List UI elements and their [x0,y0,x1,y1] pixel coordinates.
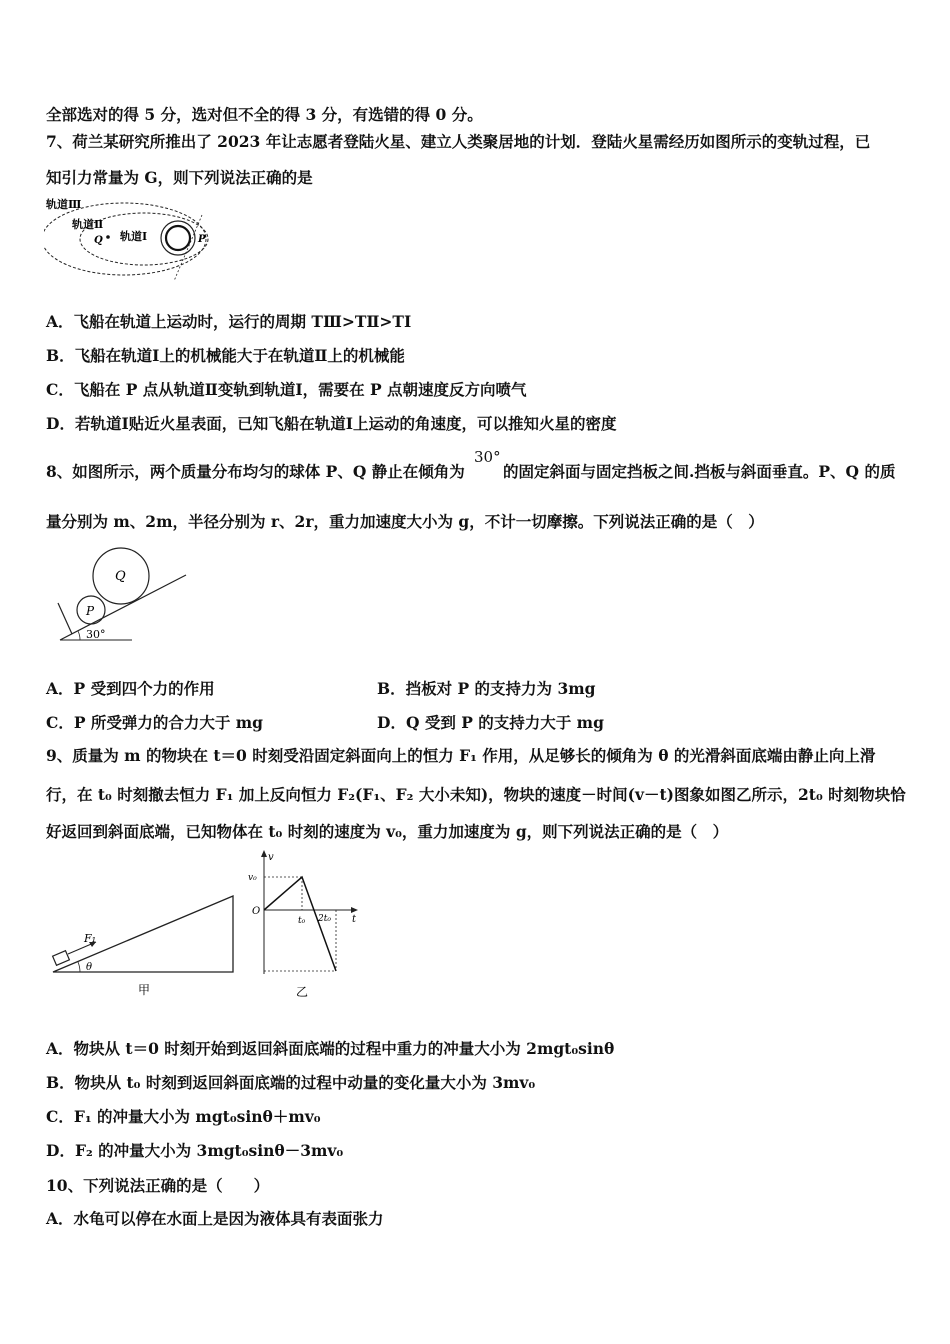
q8-stem-line1a: 8、如图所示，两个质量分布均匀的球体 P、Q 静止在倾角为 [46,462,465,481]
label-2t0: 2t₀ [318,914,331,924]
label-angle: 30° [86,628,106,641]
v-axis-arrow [261,850,267,857]
scoring-note: 全部选对的得 5 分，选对但不全的得 3 分，有选错的得 0 分。 [46,105,483,124]
q8-option-b: B．挡板对 P 的支持力为 3mg [377,679,596,698]
q9-option-d: D．F₂ 的冲量大小为 3mgt₀sinθ－3mv₀ [46,1141,344,1160]
q7-orbit-figure [44,193,214,285]
q7-stem-line1: 7、荷兰某研究所推出了 2023 年让志愿者登陆火星、建立人类聚居地的计划．登陆火星需经历如图所示的变轨过程，已 [46,132,871,151]
label-v: v [268,852,274,863]
point-q [106,235,110,239]
label-orbit-2: 轨道Ⅱ [72,218,104,231]
label-v0: v₀ [248,873,257,883]
caption-jia: 甲 [138,983,151,997]
label-ball-q: Q [115,569,126,584]
q8-angle-value: 30° [474,448,501,466]
label-orbit-1: 轨道Ⅰ [120,230,148,243]
q7-option-b: B．飞船在轨道Ⅰ上的机械能大于在轨道Ⅱ上的机械能 [46,346,405,365]
mars-planet [166,226,190,250]
q8-stem-line2: 量分别为 m、2m，半径分别为 r、2r，重力加速度大小为 g，不计一切摩擦。下列说法正确的是（ ） [46,512,764,531]
caption-yi: 乙 [296,985,309,999]
q8-option-a: A．P 受到四个力的作用 [46,679,215,698]
label-orbit-3: 轨道Ⅲ [46,198,82,211]
label-t: t [352,914,357,925]
q8-incline-figure [52,545,192,645]
incline-triangle [53,896,233,972]
barrier-plate [58,603,72,634]
q10-stem: 10、下列说法正确的是（ ） [46,1176,270,1195]
label-force: F₁ [84,932,97,945]
incline-surface [60,575,186,640]
q10-option-a: A．水龟可以停在水面上是因为液体具有表面张力 [46,1209,384,1228]
q9-incline-figure [48,890,238,1000]
angle-arc [78,631,80,640]
t-axis-arrow [351,907,358,913]
q7-option-a: A．飞船在轨道上运动时，运行的周期 TⅢ>TⅡ>TⅠ [46,312,412,331]
block [53,951,70,966]
q8-option-c: C．P 所受弹力的合力大于 mg [46,713,264,732]
q9-option-a: A．物块从 t＝0 时刻开始到返回斜面底端的过程中重力的冲量大小为 2mgt₀sinθ [46,1039,615,1058]
q8-stem-line1b: 的固定斜面与固定挡板之间.挡板与斜面垂直。P、Q 的质 [503,462,896,481]
theta-arc [78,962,80,972]
q9-option-c: C．F₁ 的冲量大小为 mgt₀sinθ＋mv₀ [46,1107,321,1126]
q9-vt-graph [244,846,364,1000]
label-theta: θ [86,962,93,973]
q9-option-b: B．物块从 t₀ 时刻到返回斜面底端的过程中动量的变化量大小为 3mv₀ [46,1073,536,1092]
label-ball-p: P [86,604,95,618]
label-p: P [198,234,206,245]
q7-stem-line2: 知引力常量为 G，则下列说法正确的是 [46,168,313,187]
q7-option-d: D．若轨道Ⅰ贴近火星表面，已知飞船在轨道Ⅰ上运动的角速度，可以推知火星的密度 [46,414,617,433]
q9-stem-line2: 行，在 t₀ 时刻撤去恒力 F₁ 加上反向恒力 F₂(F₁、F₂ 大小未知)，物块的速度－时间(v－t)图象如图乙所示，2t₀ 时刻物块恰 [46,785,906,804]
q9-stem-line1: 9、质量为 m 的物块在 t＝0 时刻受沿固定斜面向上的恒力 F₁ 作用，从足够长的倾角为 θ 的光滑斜面底端由静止向上滑 [46,746,876,765]
label-t0: t₀ [298,916,306,926]
q7-option-c: C．飞船在 P 点从轨道Ⅱ变轨到轨道Ⅰ，需要在 P 点朝速度反方向喷气 [46,380,527,399]
q9-stem-line3: 好返回到斜面底端，已知物体在 t₀ 时刻的速度为 v₀，重力加速度为 g，则下列说法正确的是（ ） [46,822,729,841]
label-origin: O [252,906,261,917]
q8-option-d: D．Q 受到 P 的支持力大于 mg [377,713,604,732]
label-q: Q [94,235,103,246]
